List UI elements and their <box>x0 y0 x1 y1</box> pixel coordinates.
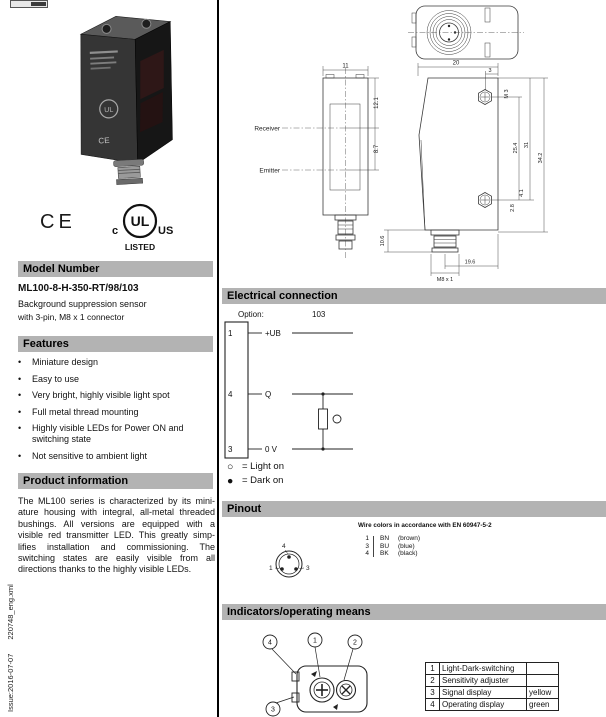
feature-text: Very bright, highly visible light spot <box>32 390 170 400</box>
dim-254: 25.4 <box>513 142 519 154</box>
ul-c-label: c <box>112 225 119 237</box>
option-value: 103 <box>312 310 326 319</box>
wire-pin: 1 <box>365 535 369 542</box>
pinout-header: Pinout <box>222 501 606 517</box>
receiver-label: Receiver <box>254 125 280 133</box>
row-number: 4 <box>426 699 440 711</box>
electrical-connection-diagram <box>222 308 606 460</box>
wire-color: (black) <box>398 550 418 557</box>
indicators-header: Indicators/operating means <box>222 604 606 620</box>
row-value <box>527 675 559 687</box>
connector-pin-1: 1 <box>269 565 273 572</box>
dim-thread: M8 x 1 <box>436 277 454 283</box>
product-photo <box>50 4 200 189</box>
callout-3: 3 <box>271 706 275 714</box>
wire-pin: 4 <box>365 550 369 557</box>
table-row <box>426 663 559 675</box>
paragraph-line: directions thanks to the highly visible LEDs. <box>18 564 192 575</box>
ce-mark: CE <box>40 211 76 233</box>
indicators-diagram <box>252 624 382 717</box>
wire-row <box>360 543 438 551</box>
switching-legend <box>227 460 284 488</box>
dim-depth: 20 <box>452 60 460 67</box>
ul-listed-label: LISTED <box>124 242 156 252</box>
table-row <box>426 675 559 687</box>
column-divider <box>217 0 219 717</box>
legend-row <box>227 474 284 488</box>
model-description-line2: with 3-pin, M8 x 1 connector <box>18 312 125 322</box>
features-list <box>18 357 213 467</box>
bullet-icon: • <box>18 423 22 433</box>
wire-code: BN <box>380 535 390 542</box>
bullet-icon: • <box>18 390 22 400</box>
wire-code: BU <box>380 542 390 550</box>
wire-pin: 3 <box>365 542 369 550</box>
feature-item <box>18 357 213 368</box>
emitter-label: Emitter <box>259 167 280 175</box>
row-value: yellow <box>527 687 559 699</box>
features-header: Features <box>18 336 213 352</box>
pin-number: 3 <box>228 445 233 454</box>
table-row <box>426 699 559 711</box>
issue-sideline <box>6 584 15 712</box>
table-divider <box>373 536 374 557</box>
wire-code: BK <box>380 550 389 557</box>
dim-28: 2.8 <box>510 204 516 212</box>
model-number-header: Model Number <box>18 261 213 277</box>
electrical-connection-header: Electrical connection <box>222 288 606 304</box>
feature-text: Full metal thread mounting <box>32 406 139 417</box>
issue-date: Issue:2016-07-07 <box>6 653 15 712</box>
legend-row <box>227 460 284 474</box>
ul-us-label: US <box>158 225 174 237</box>
wire-color: (brown) <box>398 535 421 542</box>
row-label: Sensitivity adjuster <box>440 675 527 687</box>
pin-label: 0 V <box>265 445 278 454</box>
dim-m3: M 3 <box>504 89 510 99</box>
row-number: 2 <box>426 675 440 687</box>
paragraph-line: visible red transmitter LED. This greatly simp- <box>18 530 215 541</box>
model-number-value: ML100-8-H-350-RT/98/103 <box>18 283 139 294</box>
feature-text: Miniature design <box>32 357 99 367</box>
dark-on-icon: ● <box>227 475 234 487</box>
wire-colors-note: Wire colors in accordance with EN 60947-5-2 <box>358 522 492 529</box>
callout-4: 4 <box>268 639 272 647</box>
doc-file: 220748_eng.xml <box>6 584 15 640</box>
paragraph-line: The ML100 series is characterized by its mini- <box>18 496 215 506</box>
row-label: Light-Dark-switching <box>440 663 527 675</box>
row-value <box>527 663 559 675</box>
connector-pin-3: 3 <box>306 565 310 572</box>
dim-196: 19.6 <box>464 259 476 266</box>
connector-pin-4: 4 <box>282 543 286 550</box>
bullet-icon: • <box>18 357 22 367</box>
table-row <box>426 687 559 699</box>
pin-label: +UB <box>265 329 281 338</box>
bullet-icon: • <box>18 450 22 461</box>
product-information-header: Product information <box>18 473 213 489</box>
model-description-line1: Background suppression sensor <box>18 299 147 309</box>
wire-color-table <box>360 535 438 558</box>
pin-number: 4 <box>228 390 233 399</box>
logo-fragment-icon <box>10 0 48 8</box>
device-ce-mark: CE <box>98 135 110 146</box>
wire-color: (blue) <box>398 542 415 550</box>
callout-2: 2 <box>353 639 357 647</box>
callout-1: 1 <box>313 637 317 645</box>
connector-pinout-diagram <box>266 540 312 586</box>
dim-31: 31 <box>524 141 530 149</box>
dim-lower: 8.7 <box>374 144 380 154</box>
product-information-paragraph <box>18 496 215 576</box>
row-number: 1 <box>426 663 440 675</box>
feature-text: Easy to use <box>32 373 80 384</box>
feature-item <box>18 390 213 401</box>
legend-text: = Light on <box>242 461 284 472</box>
pin-label: Q <box>265 390 272 399</box>
paragraph-line: lifies installation and commissioning. The <box>18 541 215 552</box>
wire-row <box>360 550 438 558</box>
row-value: green <box>527 699 559 711</box>
feature-text: Highly visible LEDs for Power ON and switching state <box>32 423 184 444</box>
dim-offset: 3 <box>488 68 492 74</box>
dim-upper: 12.1 <box>374 97 380 109</box>
bullet-icon: • <box>18 406 22 417</box>
bullet-icon: • <box>18 373 22 384</box>
pin-number: 1 <box>228 329 233 338</box>
dim-106: 10.6 <box>380 235 386 247</box>
paragraph-line: bushings. All versions are equipped with a <box>18 518 215 529</box>
light-on-icon: ○ <box>227 461 234 473</box>
feature-item <box>18 407 213 418</box>
row-label: Operating display <box>440 699 527 711</box>
feature-item <box>18 451 213 462</box>
paragraph-line: switching states are easily visible from all <box>18 553 215 564</box>
paragraph-line: ature housing with integral, all-metal threaded <box>18 507 215 518</box>
dimension-drawing <box>222 0 606 288</box>
indicators-table <box>425 662 559 711</box>
feature-item <box>18 374 213 385</box>
row-number: 3 <box>426 687 440 699</box>
option-label: Option: <box>238 310 264 319</box>
feature-item <box>18 423 213 445</box>
ul-label: UL <box>130 213 150 229</box>
device-ul-mark: UL <box>104 106 114 115</box>
wire-row <box>360 535 438 543</box>
dim-width: 11 <box>342 63 349 70</box>
legend-text: = Dark on <box>242 475 284 486</box>
cul-us-mark <box>105 198 175 254</box>
feature-text: Not sensitive to ambient light <box>32 450 148 461</box>
dim-41: 4.1 <box>519 189 525 197</box>
row-label: Signal display <box>440 687 527 699</box>
dim-342: 34.2 <box>538 152 544 164</box>
